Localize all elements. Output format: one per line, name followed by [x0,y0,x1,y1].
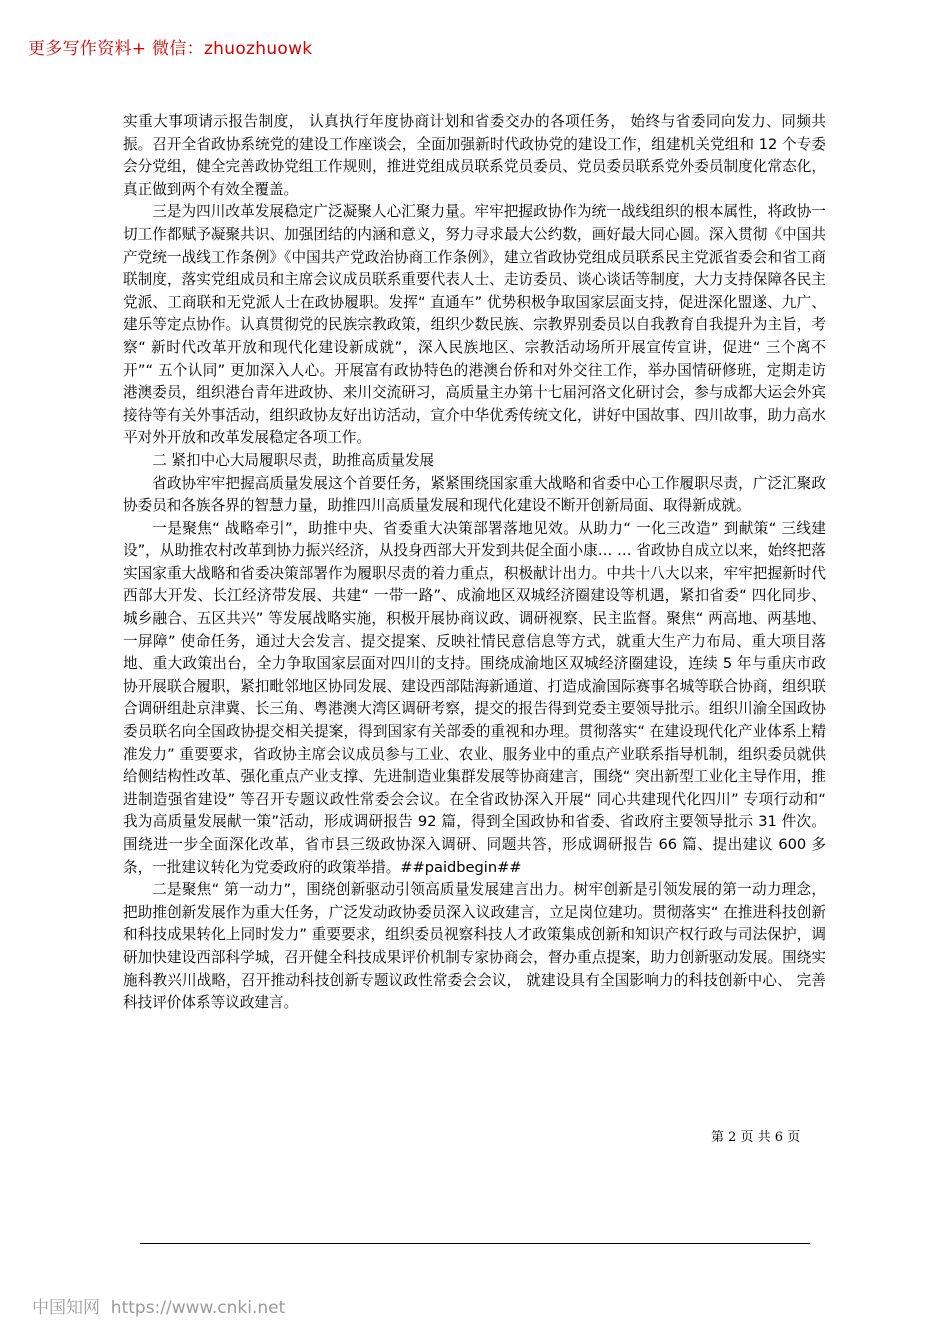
paragraph: 省政协牢牢把握高质量发展这个首要任务，紧紧围绕国家重大战略和省委中心工作履职尽责，广泛汇聚政协委员和各族各界的智慧力量，助推四川高质量发展和现代化建设不断开创新局面、取得新成就。 [123,474,826,515]
header-promo-text: 更多写作资料+ 微信：zhuozhuowk [28,39,313,59]
page-number: 第 2 页 共 6 页 [711,1130,801,1145]
section-heading: 二 紧扣中心大局履职尽责，助推高质量发展 [152,451,435,469]
paragraph: 三是为四川改革发展稳定广泛凝聚人心汇聚力量。牢牢把握政协作为统一战线组织的根本属性，将政协一切工作都赋予凝聚共识、加强团结的内涵和意义，努力寻求最大公约数，画好最大同心圆。深入贯彻《中国共产党统一战线工作条例》《中国共产党政治协商工作条例》，建立省政协党组成员联系民主党派省委会和省工商联制度，落实党组成员和主席会议成员联系重要代表人士、走访委员、谈心谈话等制度，大力支持保障各民主党派、工商联和无党派人士在政协履职。发挥“ 直通车” 优势积极争取国家层面支持，促进深化盟遂、九广、建乐等定点协作。认真贯彻党的民族宗教政策，组织少数民族、宗教界别委员以自我教育自我提升为主旨，考察“ 新时代改革开放和现代化建设新成就”，深入民族地区、宗教活动场所开展宣传宣讲，促进“ 三个离不开”“ 五个认同” 更加深入人心。开展富有政协特色的港澳台侨和对外交往工作，举办国情研修班，定期走访港澳委员，组织港台青年进政协、来川交流研习，高质量主办第十七届河洛文化研讨会，参与成都大运会外宾接待等有关外事活动，组织政协友好出访活动，宣介中华优秀传统文化，讲好中国故事、四川故事，助力高水平对外开放和改革发展稳定各项工作。 [123,203,826,447]
paragraph: 二是聚焦“ 第一动力”，围绕创新驱动引领高质量发展建言出力。树牢创新是引领发展的第一动力理念，把助推创新发展作为重大任务，广泛发动政协委员深入议政建言，立足岗位建功。贯彻落实“ 在推进科技创新和科技成果转化上同时发力” 重要要求，组织委员视察科技人才政策集成创新和知识产权行政与司法保护，调研加快建设西部科学城，召开健全科技成果评价机制专家协商会，督办重点提案，助力创新驱动发展。围绕实施科教兴川战略，召开推动科技创新专题议政性常委会会议， 就建设具有全国影响力的科技创新中心、 完善科技评价体系等议政建言。 [123,881,826,1012]
paragraph: 实重大事项请示报告制度， 认真执行年度协商计划和省委交办的各项任务， 始终与省委同向发力、同频共振。召开全省政协系统党的建设工作座谈会，全面加强新时代政协党的建设工作，组建机关党组和 12 个专委会分党组，健全完善政协党组工作规则，推进党组成员联系党员委员、党员委员联系党外委员制度化常态化，真正做到两个有效全覆盖。 [123,113,826,198]
paragraph: 一是聚焦“ 战略牵引”，助推中央、省委重大决策部署落地见效。从助力“ 一化三改造” 到献策“ 三线建设”，从助推农村改革到协力振兴经济，从投身西部大开发到共促全面小康… … 省政协自成立以来，始终把落实国家重大战略和省委决策部署作为履职尽责的着力重点，积极献计出力。中共十八大以来，牢牢把握新时代西部大开发、长江经济带发展、共建“ 一带一路”、成渝地区双城经济圈建设等机遇，紧扣省委“ 四化同步、城乡融合、五区共兴” 等发展战略实施，积极开展协商议政、调研视察、民主监督。聚焦“ 两高地、两基地、一屏障” 使命任务，通过大会发言、提交提案、反映社情民意信息等方式，就重大生产力布局、重大项目落地、重大政策出台，全力争取国家层面对四川的支持。围绕成渝地区双城经济圈建设，连续 5 年与重庆市政协开展联合履职，紧扣毗邻地区协同发展、建设西部陆海新通道、打造成渝国际赛事名城等联合协商，组织联合调研组赴京津冀、长三角、粤港澳大湾区调研考察，提交的报告得到党委主要领导批示。组织川渝全国政协委员联名向全国政协提交相关提案，得到国家有关部委的重视和办理。贯彻落实“ 在建设现代化产业体系上精准发力” 重要要求，省政协主席会议成员参与工业、农业、服务业中的重点产业联系指导机制，组织委员就供给侧结构性改革、强化重点产业支撑、先进制造业集群发展等协商建言，围绕“ 突出新型工业化主导作用，推进制造强省建设” 等召开专题议政性常委会会议。在全省政协深入开展“ 同心共建现代化四川” 专项行动和“ 我为高质量发展献一策”活动，形成调研报告 92 篇，得到全国政协和省委、省政府主要领导批示 31 件次。围绕进一步全面深化改革，省市县三级政协深入调研、同题共答，形成调研报告 66 篇、提出建议 600 多条，一批建议转化为党委政府的政策举措。##paidbegin## [123,519,826,876]
document-body [123,111,826,1015]
watermark-text: 中国知网 https://www.cnki.net [32,1298,286,1318]
footer-divider [140,1243,810,1244]
